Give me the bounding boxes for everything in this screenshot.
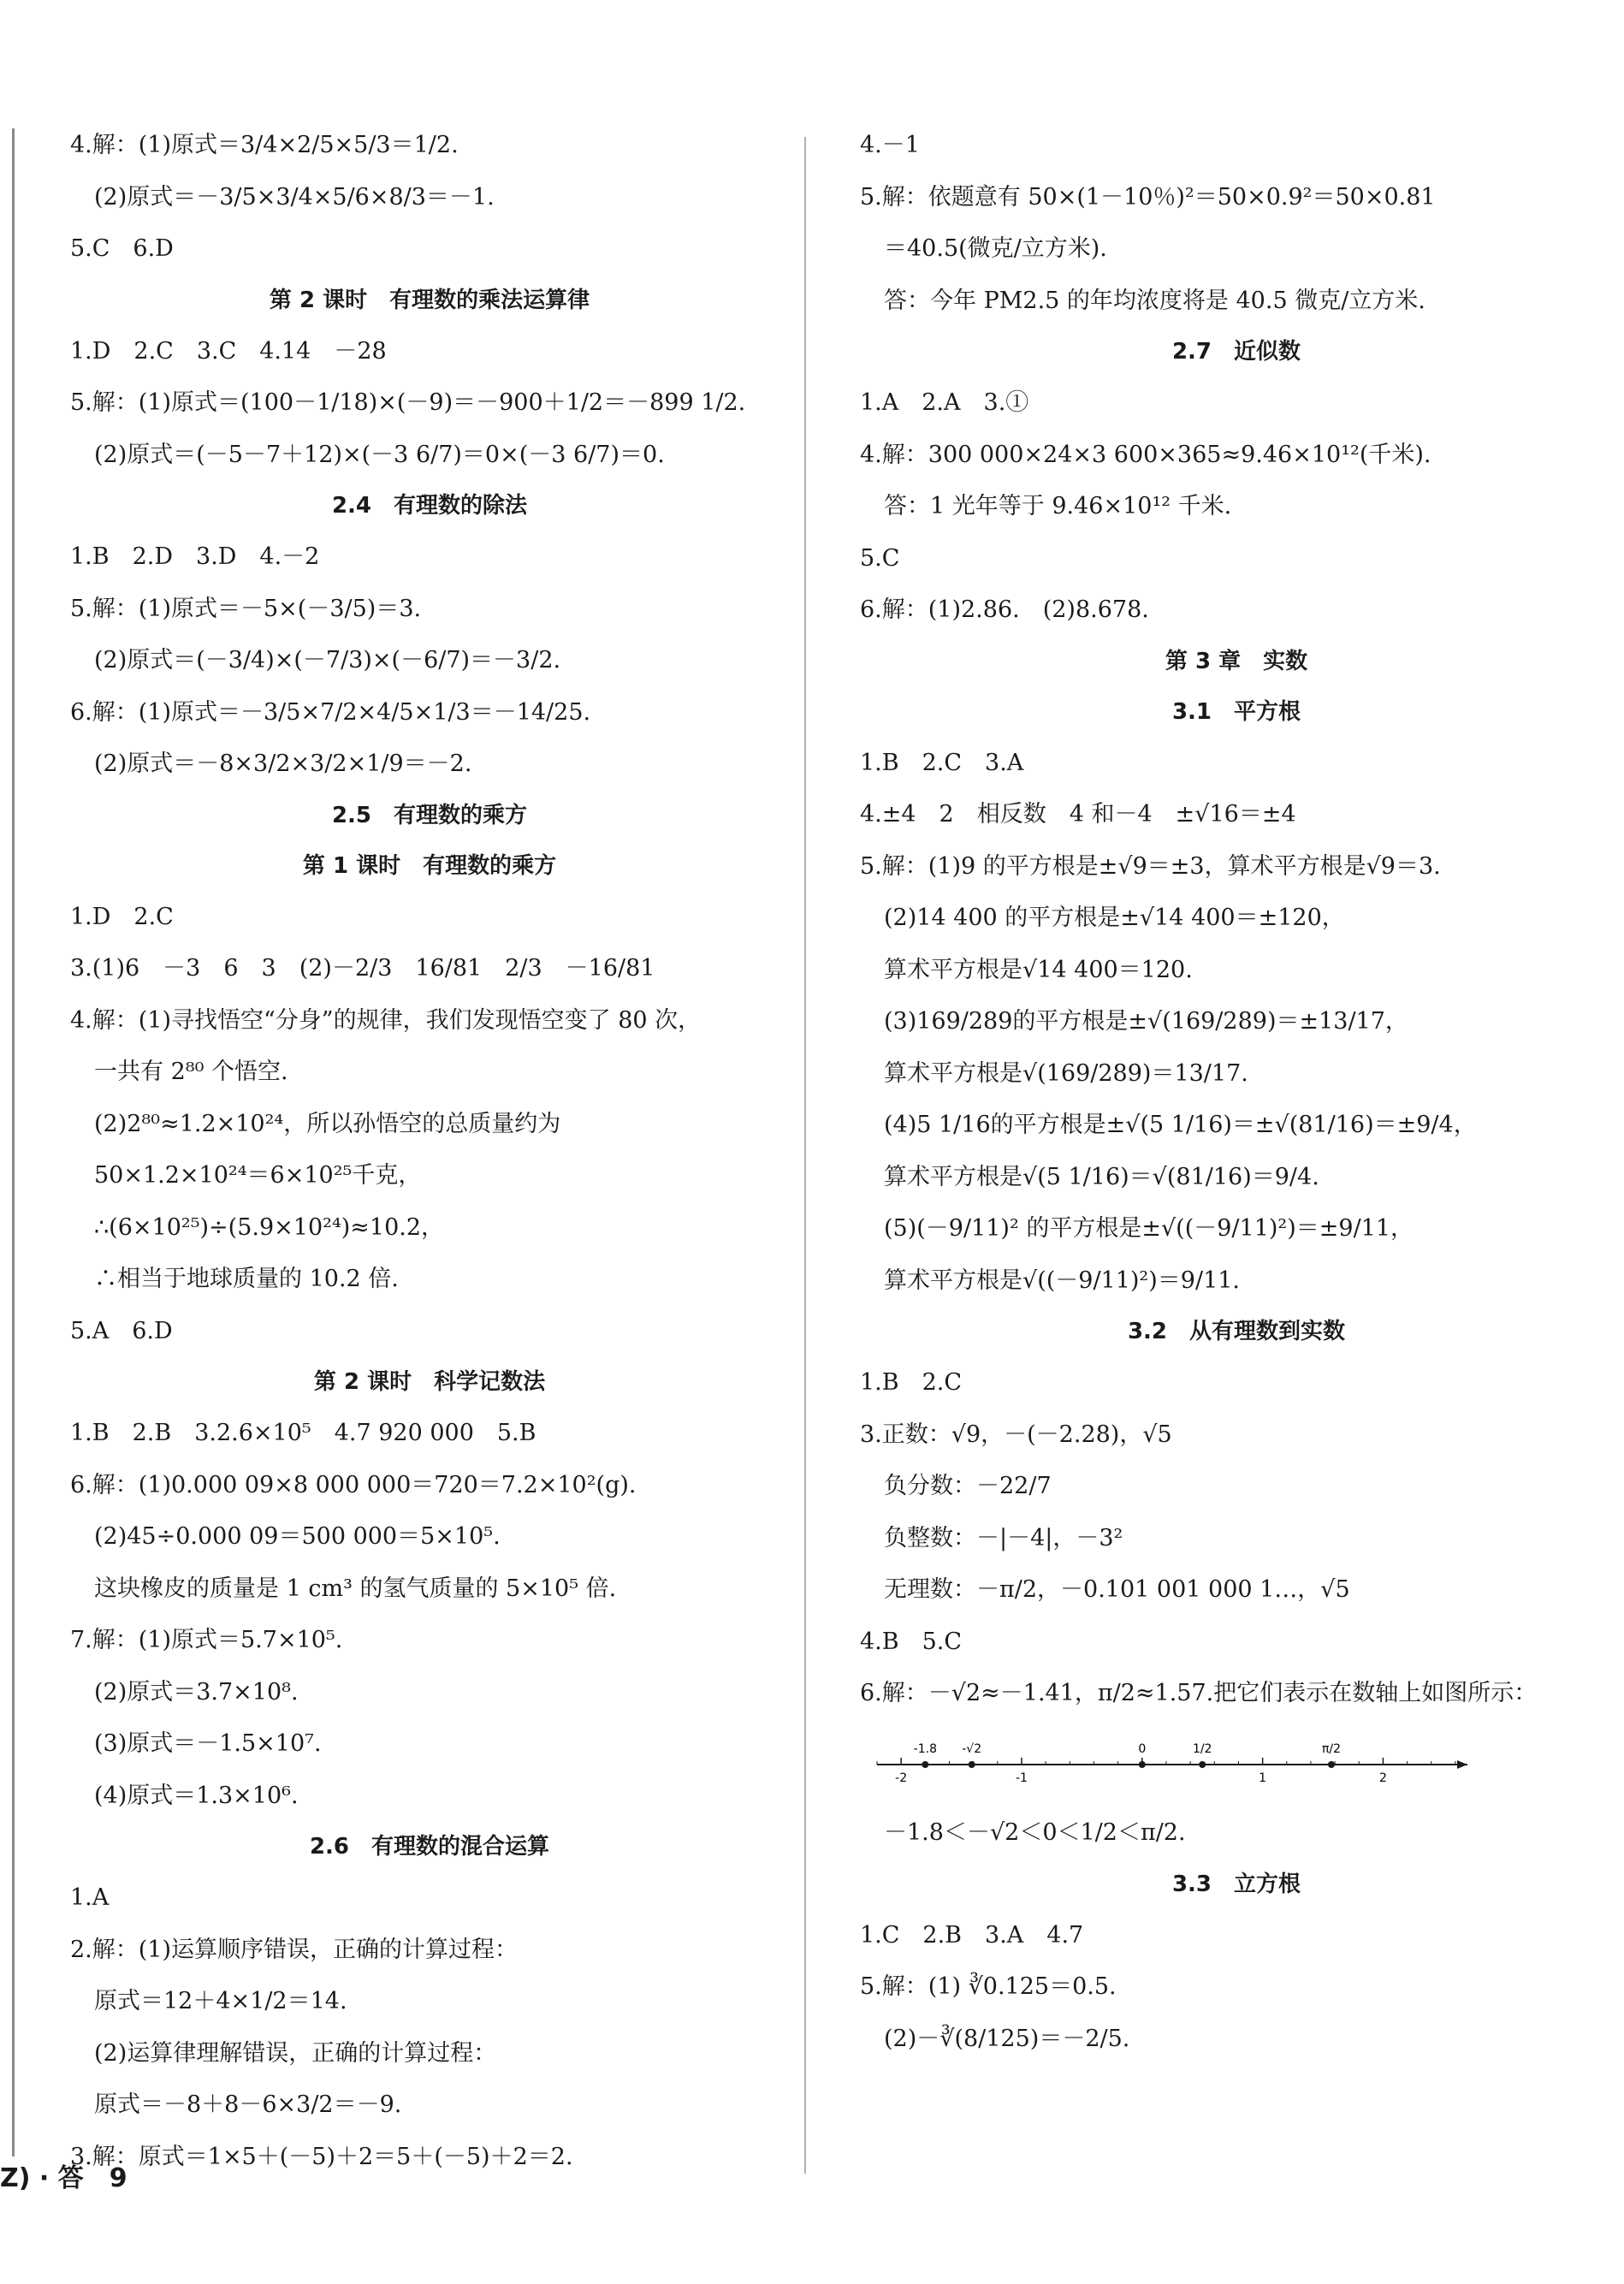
answer-line: ∴(6×10²⁵)÷(5.9×10²⁴)≈10.2， <box>94 1213 445 1241</box>
answer-line: 5.C 6.D <box>70 235 174 262</box>
answer-line: 6.解：(1)0.000 09×8 000 000＝720＝7.2×10²(g). <box>70 1471 637 1498</box>
answer-line: 5.解：(1) ∛0.125＝0.5. <box>860 1973 1117 2000</box>
answer-line: 1.A <box>70 1884 110 1911</box>
section-heading: 2.6 有理数的混合运算 <box>309 1834 550 1860</box>
left-column <box>70 128 789 2192</box>
answer-line: (2)原式＝3.7×10⁸. <box>94 1678 299 1706</box>
answer-line: 算术平方根是√((－9/11)²)＝9/11. <box>884 1267 1241 1294</box>
answer-line: 4.解：300 000×24×3 600×365≈9.46×10¹²(千米). <box>860 441 1431 468</box>
answer-line: 2.解：(1)运算顺序错误，正确的计算过程： <box>70 1936 519 1963</box>
answer-line: (2)原式＝－8×3/2×3/2×1/9＝－2. <box>94 750 472 777</box>
answer-line: 答：1 光年等于 9.46×10¹² 千米. <box>884 493 1232 519</box>
section-heading: 3.3 立方根 <box>1171 1871 1301 1897</box>
answer-line: 原式＝12＋4×1/2＝14. <box>94 1988 347 2014</box>
answer-line: 1.B 2.C 3.A <box>860 749 1024 776</box>
answer-line: 3.解：原式＝1×5＋(－5)＋2＝5＋(－5)＋2＝2. <box>70 2143 573 2170</box>
number-line-point <box>922 1761 928 1768</box>
answer-line: (4)原式＝1.3×10⁶. <box>94 1782 299 1809</box>
answer-line: 算术平方根是√(5 1/16)＝√(81/16)＝9/4. <box>884 1163 1319 1190</box>
answer-line: 算术平方根是√(169/289)＝13/17. <box>884 1059 1248 1087</box>
answer-line: (2)2⁸⁰≈1.2×10²⁴，所以孙悟空的总质量约为 <box>94 1110 561 1137</box>
section-heading: 第 1 课时 有理数的乘方 <box>302 852 557 879</box>
number-line-point-label: 0 <box>1138 1741 1147 1756</box>
page-edge <box>12 128 15 2156</box>
answer-line: 1.C 2.B 3.A 4.7 <box>860 1921 1084 1949</box>
number-line-point <box>1139 1761 1146 1768</box>
answer-line: 7.解：(1)原式＝5.7×10⁵. <box>70 1627 343 1653</box>
answer-line: (5)(－9/11)² 的平方根是±√((－9/11)²)＝±9/11， <box>884 1215 1414 1242</box>
answer-line: 4.解：(1)原式＝3/4×2/5×5/3＝1/2. <box>70 132 459 158</box>
section-heading: 3.2 从有理数到实数 <box>1127 1319 1346 1344</box>
answer-line: 原式＝－8＋8－6×3/2＝－9. <box>94 2091 402 2118</box>
answer-line: 1.D 2.C 3.C 4.14 －28 <box>70 337 387 365</box>
answer-line: 1.A 2.A 3.① <box>860 389 1029 416</box>
answer-line: 这块橡皮的质量是 1 cm³ 的氢气质量的 5×10⁵ 倍. <box>94 1575 617 1602</box>
section-heading: 第 3 章 实数 <box>1165 648 1308 674</box>
number-line-tick-label: -2 <box>895 1771 908 1785</box>
number-line-tick-label: 2 <box>1378 1771 1387 1785</box>
answer-line: (3)原式＝－1.5×10⁷. <box>94 1730 322 1757</box>
section-heading: 2.7 近似数 <box>1171 339 1301 365</box>
right-column <box>860 128 1613 2073</box>
section-heading: 2.4 有理数的除法 <box>331 493 528 519</box>
answer-line: 1.B 2.D 3.D 4.－2 <box>70 543 320 570</box>
answer-line: －1.8＜－√2＜0＜1/2＜π/2. <box>884 1819 1186 1846</box>
number-line-point <box>1199 1761 1206 1768</box>
answer-line: 5.解：(1)9 的平方根是±√9＝±3，算术平方根是√9＝3. <box>860 852 1441 880</box>
answer-line: 1.D 2.C <box>70 903 174 930</box>
answer-line: 50×1.2×10²⁴＝6×10²⁵千克， <box>94 1162 422 1189</box>
answer-line: 1.B 2.C <box>860 1369 963 1396</box>
answer-line: 负分数：－22/7 <box>884 1473 1052 1499</box>
answer-line: (4)5 1/16的平方根是±√(5 1/16)＝±√(81/16)＝±9/4， <box>884 1112 1477 1138</box>
section-heading: 第 2 课时 有理数的乘法运算律 <box>269 287 590 313</box>
answer-line: 6.解：(1)原式＝－3/5×7/2×4/5×1/3＝－14/25. <box>70 698 591 726</box>
answer-line: (2)45÷0.000 09＝500 000＝5×10⁵. <box>94 1523 501 1550</box>
number-line-point-label: -1.8 <box>913 1741 937 1756</box>
answer-line: (2)原式＝(－3/4)×(－7/3)×(－6/7)＝－3/2. <box>94 647 561 673</box>
number-line <box>860 1729 1485 1789</box>
answer-line: (2)原式＝－3/5×3/4×5/6×8/3＝－1. <box>94 183 495 211</box>
answer-line: 3.(1)6 －3 6 3 (2)－2/3 16/81 2/3 －16/81 <box>70 955 655 982</box>
answer-line: (3)169/289的平方根是±√(169/289)＝±13/17， <box>884 1008 1408 1035</box>
section-heading: 3.1 平方根 <box>1171 698 1301 725</box>
answer-line: 4.－1 <box>860 132 920 158</box>
answer-line: 5.A 6.D <box>70 1317 173 1344</box>
answer-line: 4.解：(1)寻找悟空“分身”的规律，我们发现悟空变了 80 次， <box>70 1006 702 1034</box>
answer-line: 无理数：－π/2，－0.101 001 000 1…，√5 <box>884 1576 1350 1603</box>
section-heading: 第 2 课时 科学记数法 <box>313 1369 546 1395</box>
answer-line: (2)运算律理解错误，正确的计算过程： <box>94 2039 497 2067</box>
number-line-point-label: 1/2 <box>1192 1741 1212 1756</box>
answer-line: 5.C <box>860 544 900 572</box>
answer-line: 4.B 5.C <box>860 1628 963 1655</box>
number-line-figure <box>860 1729 1613 1800</box>
number-line-point-label: -√2 <box>962 1741 982 1756</box>
section-heading: 2.5 有理数的乘方 <box>331 802 528 828</box>
column-divider <box>804 137 806 2174</box>
answer-line: 6.解：(1)2.86. (2)8.678. <box>860 596 1149 623</box>
answer-line: 6.解：－√2≈－1.41，π/2≈1.57.把它们表示在数轴上如图所示： <box>860 1680 1538 1706</box>
number-line-point <box>1328 1761 1335 1768</box>
number-line-tick-label: 1 <box>1259 1771 1267 1785</box>
answer-line: 5.解：(1)原式＝(100－1/18)×(－9)＝－900＋1/2＝－899 1/2. <box>70 389 746 416</box>
answer-line: 算术平方根是√14 400＝120. <box>884 956 1193 983</box>
answer-line: 答：今年 PM2.5 的年均浓度将是 40.5 微克/立方米. <box>884 287 1425 314</box>
number-line-arrow <box>1457 1760 1467 1769</box>
number-line-point <box>969 1761 975 1768</box>
answer-line: 3.正数：√9，－(－2.28)，√5 <box>860 1421 1172 1448</box>
answer-line: ＝40.5(微克/立方米). <box>884 235 1107 262</box>
answer-line: 负整数：－|－4|，－3² <box>884 1524 1123 1551</box>
answer-line: 一共有 2⁸⁰ 个悟空. <box>94 1059 288 1085</box>
answer-line: 4.±4 2 相反数 4 和－4 ±√16＝±4 <box>860 801 1296 828</box>
page-footer: Z) · 答 9 <box>0 2163 127 2193</box>
answer-line: (2)原式＝(－5－7＋12)×(－3 6/7)＝0×(－3 6/7)＝0. <box>94 441 665 468</box>
number-line-tick-label: -1 <box>1015 1771 1028 1785</box>
answer-line: 5.解：(1)原式＝－5×(－3/5)＝3. <box>70 595 422 622</box>
answer-line: (2)－∛(8/125)＝－2/5. <box>884 2025 1130 2052</box>
answer-line: 5.解：依题意有 50×(1－10％)²＝50×0.9²＝50×0.81 <box>860 183 1436 211</box>
answer-line: 1.B 2.B 3.2.6×10⁵ 4.7 920 000 5.B <box>70 1420 536 1446</box>
answer-line: (2)14 400 的平方根是±√14 400＝±120， <box>884 905 1345 931</box>
number-line-point-label: π/2 <box>1321 1741 1342 1756</box>
answer-line: ∴相当于地球质量的 10.2 倍. <box>94 1266 399 1292</box>
